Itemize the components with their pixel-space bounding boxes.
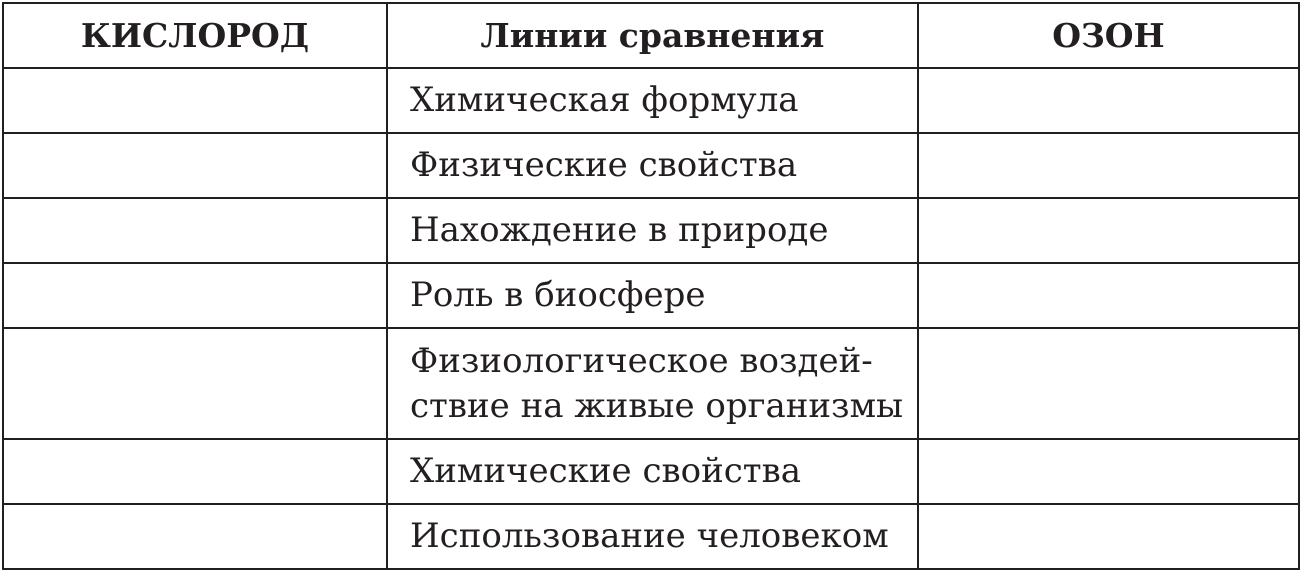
- ozone-cell: [918, 328, 1299, 439]
- ozone-cell: [918, 68, 1299, 133]
- oxygen-cell: [3, 263, 387, 328]
- comparison-line-label: Использование человеком: [387, 504, 918, 569]
- table-row: [3, 133, 1299, 198]
- table-row: [3, 263, 1299, 328]
- ozone-cell: [918, 263, 1299, 328]
- comparison-line-label: Роль в биосфере: [387, 263, 918, 328]
- table-row: [3, 328, 1299, 439]
- ozone-cell: [918, 504, 1299, 569]
- header-row: [3, 3, 1299, 68]
- comparison-line-label: Химическая формула: [387, 68, 918, 133]
- header-ozone: ОЗОН: [918, 3, 1299, 68]
- comparison-line-label: Нахождение в природе: [387, 198, 918, 263]
- table-row: [3, 504, 1299, 569]
- table-row: [3, 439, 1299, 504]
- comparison-line-label: Физические свойства: [387, 133, 918, 198]
- comparison-line-label: Химические свойства: [387, 439, 918, 504]
- header-oxygen: КИСЛОРОД: [3, 3, 387, 68]
- ozone-cell: [918, 133, 1299, 198]
- oxygen-cell: [3, 133, 387, 198]
- table-row: [3, 198, 1299, 263]
- oxygen-cell: [3, 328, 387, 439]
- comparison-line-label: Физиологическое воздей- ствие на живые организмы: [387, 328, 918, 439]
- oxygen-cell: [3, 504, 387, 569]
- table-row: [3, 68, 1299, 133]
- oxygen-cell: [3, 198, 387, 263]
- ozone-cell: [918, 439, 1299, 504]
- comparison-table: [2, 2, 1300, 570]
- oxygen-cell: [3, 68, 387, 133]
- oxygen-cell: [3, 439, 387, 504]
- header-comparison-lines: Линии сравнения: [387, 3, 918, 68]
- ozone-cell: [918, 198, 1299, 263]
